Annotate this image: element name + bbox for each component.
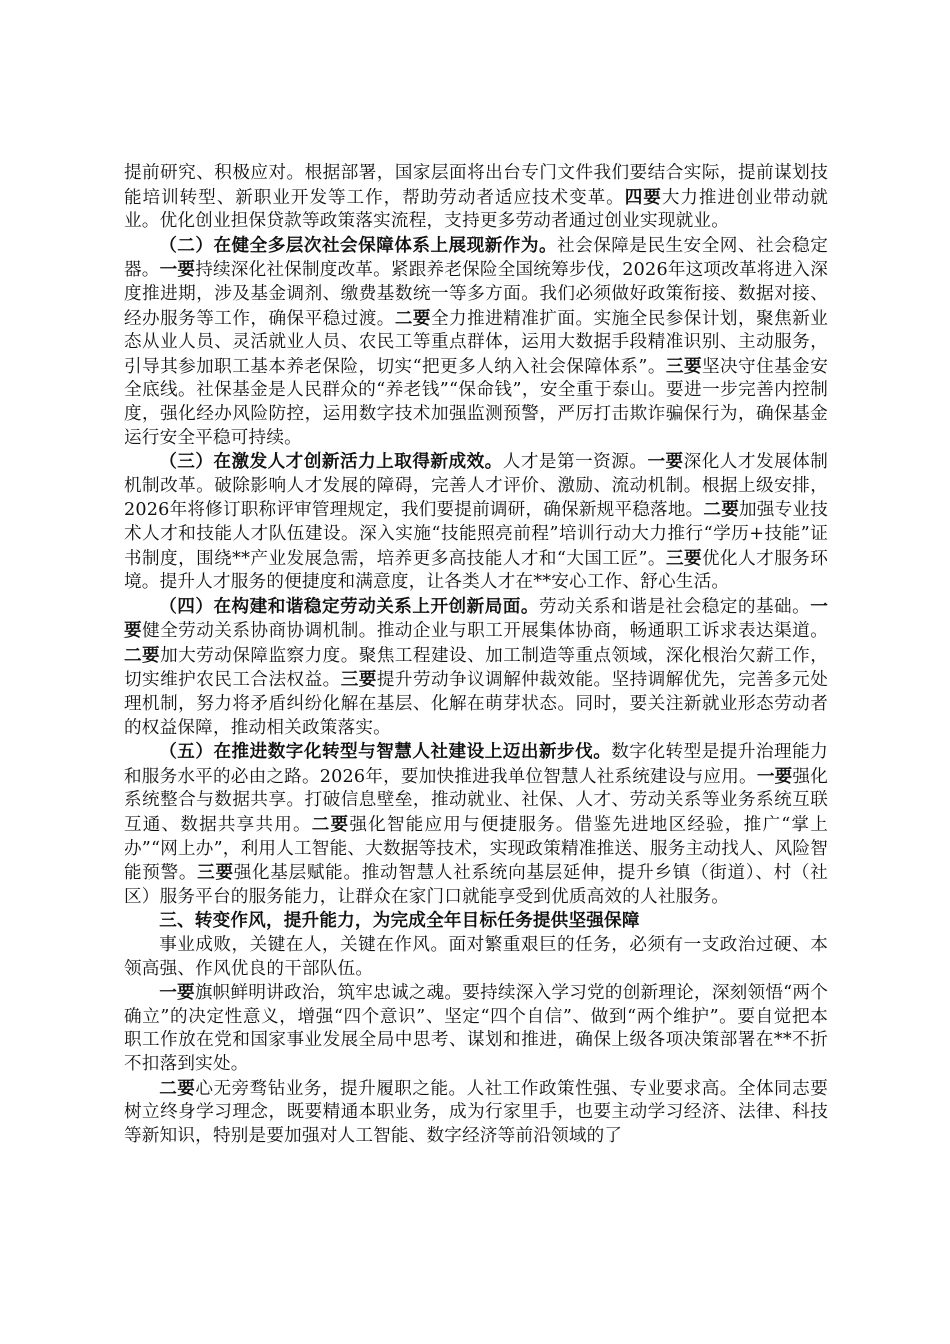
text-run-bold: 二要	[394, 307, 431, 329]
text-run: 健全劳动关系协商协调机制。推动企业与职工开展集体协商，畅通职工诉求表达渠道。	[142, 621, 828, 642]
text-run-bold: 二要	[159, 1077, 196, 1099]
text-run: 强化基层赋能。推动智慧人社系统向基层延伸，提升乡镇（街道）、村（社区）服务平台的服务能力，让群众在家门口就能享受到优质高效的人社服务。	[124, 863, 828, 907]
text-run: 优化人才服务环境。提升人才服务的便捷度和满意度，让各类人才在**安心工作、舒心生活。	[124, 548, 828, 593]
paragraph-employment-continued	[124, 162, 828, 234]
text-run: 劳动关系和谐是社会稳定的基础。	[538, 596, 811, 617]
text-run: 强化系统整合与数据共享。打破信息壁垒，推动就业、社保、人才、劳动关系等业务系统互联互通、数据共享共用。	[124, 766, 828, 836]
text-run-bold: 三要	[665, 355, 702, 377]
text-run: 加大劳动保障监察力度。聚焦工程建设、加工制造等重点领域，深化根治欠薪工作，切实维护农民工合法权益。	[124, 645, 829, 691]
text-run-bold: 一要	[756, 765, 793, 787]
paragraph-business-skills	[124, 1077, 828, 1149]
paragraph-labor-relations	[124, 595, 828, 741]
text-run-bold: 三要	[340, 669, 377, 691]
section-heading: （三）在激发人才创新活力上取得新成效。	[159, 451, 503, 473]
paragraph-politics	[124, 981, 828, 1076]
section-heading: （五）在推进数字化转型与智慧人社建设上迈出新步伐。	[159, 741, 612, 763]
chapter-title: 三、转变作风，提升能力，为完成全年目标任务提供坚强保障	[159, 910, 640, 932]
text-run-bold: 一要	[159, 982, 195, 1004]
section-heading: （二）在健全多层次社会保障体系上展现新作为。	[159, 234, 558, 256]
text-run: 数字化转型是提升治理能力和服务水平的必由之路。2026年，要加快推进我单位智慧人社系统建设与应用。	[124, 742, 828, 787]
text-run-bold: 三要	[665, 547, 703, 569]
paragraph-social-security	[124, 234, 828, 450]
section-heading: （四）在构建和谐稳定劳动关系上开创新局面。	[159, 595, 539, 617]
text-run: 社会保障是民生安全网、社会稳定器。	[124, 235, 828, 281]
text-run: 人才是第一资源。	[502, 452, 648, 473]
text-run-bold: 四要	[624, 186, 662, 208]
text-run-bold: 二要	[124, 644, 161, 666]
text-run: 提升劳动争议调解仲裁效能。坚持调解优先，完善多元处理机制，努力将矛盾纠纷化解在基层、化解在萌芽状态。同时，要关注新就业形态劳动者的权益保障，推动相关政策落实。	[124, 670, 829, 738]
text-run-bold: 三要	[197, 862, 234, 884]
document-body	[124, 162, 828, 1148]
text-run: 事业成败，关键在人，关键在作风。面对繁重艰巨的任务，必须有一支政治过硬、本领高强、作风优良的干部队伍。	[124, 935, 828, 979]
text-run: 坚决守住基金安全底线。社保基金是人民群众的“养老钱”“保命钱”，安全重于泰山。要进一步完善内控制度，强化经办风险防控，运用数字技术加强监测预警，严厉打击欺诈骗保行为，确保基金运行安全平稳可持续。	[124, 356, 828, 448]
text-run: 加强专业技术人才和技能人才队伍建设。深入实施“技能照亮前程”培训行动大力推行“学历+技能”证书制度，围绕**产业发展急需，培养更多高技能人才和“大国工匠”。	[124, 500, 828, 569]
paragraph-talent	[124, 450, 828, 595]
paragraph-digital-transformation	[124, 740, 828, 909]
text-run: 提前研究、积极应对。根据部署，国家层面将出台专门文件我们要结合实际，提前谋划技能培训转型、新职业开发等工作，帮助劳动者适应技术变革。	[124, 163, 828, 208]
text-run-bold: 一要	[647, 451, 684, 473]
text-run: 大力推进创业带动就业。优化创业担保贷款等政策落实流程，支持更多劳动者通过创业实现就业。	[124, 187, 828, 232]
text-run-bold: 一要	[124, 595, 829, 642]
text-run-bold: 二要	[703, 499, 740, 521]
text-run: 旗帜鲜明讲政治，筑牢忠诚之魂。要持续深入学习党的创新理论，深刻领悟“两个确立”的决定性意义，增强“四个意识”、坚定“四个自信”、做到“两个维护”。要自觉把本职工作放在党和国家事业发展全局中思考、谋划和推进，确保上级各项决策部署在**不折不扣落到实处。	[124, 983, 828, 1074]
text-run-bold: 一要	[159, 259, 196, 281]
text-run: 持续深化社保制度改革。紧跟养老保险全国统筹步伐，2026年这项改革将进入深度推进期，涉及基金调剂、缴费基数统一等多方面。我们必须做好政策衔接、数据对接、经办服务等工作，确保平稳过渡。	[124, 260, 828, 329]
text-run-bold: 二要	[311, 814, 350, 836]
paragraph-work-style-intro	[124, 934, 828, 981]
text-run: 心无旁骛钻业务，提升履职之能。人社工作政策性强、专业要求高。全体同志要树立终身学习理念，既要精通本职业务，成为行家里手，也要主动学习经济、法律、科技等新知识，特别是要加强对人工智能、数字经济等前沿领域的了	[124, 1078, 828, 1146]
text-run: 深化人才发展体制机制改革。破除影响人才发展的障碍，完善人才评价、激励、流动机制。根据上级安排，2026年将修订职称评审管理规定，我们要提前调研，确保新规平稳落地。	[124, 452, 828, 521]
chapter-heading-three	[124, 909, 828, 934]
text-run: 强化智能应用与便捷服务。借鉴先进地区经验，推广“掌上办”“网上办”，利用人工智能、大数据等技术，实现政策精准推送、服务主动找人、风险智能预警。	[124, 815, 828, 884]
text-run: 全力推进精准扩面。实施全民参保计划，聚焦新业态从业人员、灵活就业人员、农民工等重点群体，运用大数据手段精准识别、主动服务，引导其参加职工基本养老保险，切实“把更多人纳入社会保障体系”。	[124, 308, 828, 377]
